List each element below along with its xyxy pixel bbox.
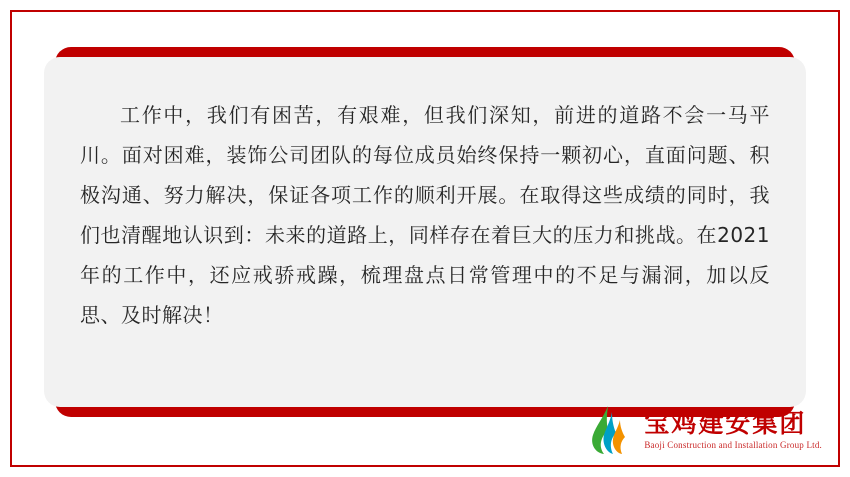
flame-logo-icon (582, 404, 636, 456)
company-logo (582, 401, 822, 459)
logo-text-block (644, 409, 822, 451)
slide-border-top (10, 10, 840, 12)
slide-border-left (10, 10, 12, 467)
slide-body-text: 工作中，我们有困苦，有艰难，但我们深知，前进的道路不会一马平川。面对困难，装饰公司团队的每位成员始终保持一颗初心，直面问题、积极沟通、努力解决，保证各项工作的顺利开展。在取得这些成绩的同时，我们也清醒地认识到：未来的道路上，同样存在着巨大的压力和挑战。在2021年的工作中，还应戒骄戒躁，梳理盘点日常管理中的不足与漏洞，加以反思、及时解决！ (80, 103, 770, 327)
logo-company-name-cn: 宝鸡建安集团 (644, 409, 807, 438)
logo-company-name-en: Baoji Construction and Installation Group Ltd. (644, 440, 822, 450)
slide-border-bottom (10, 465, 840, 467)
slide-border-right (838, 10, 840, 467)
